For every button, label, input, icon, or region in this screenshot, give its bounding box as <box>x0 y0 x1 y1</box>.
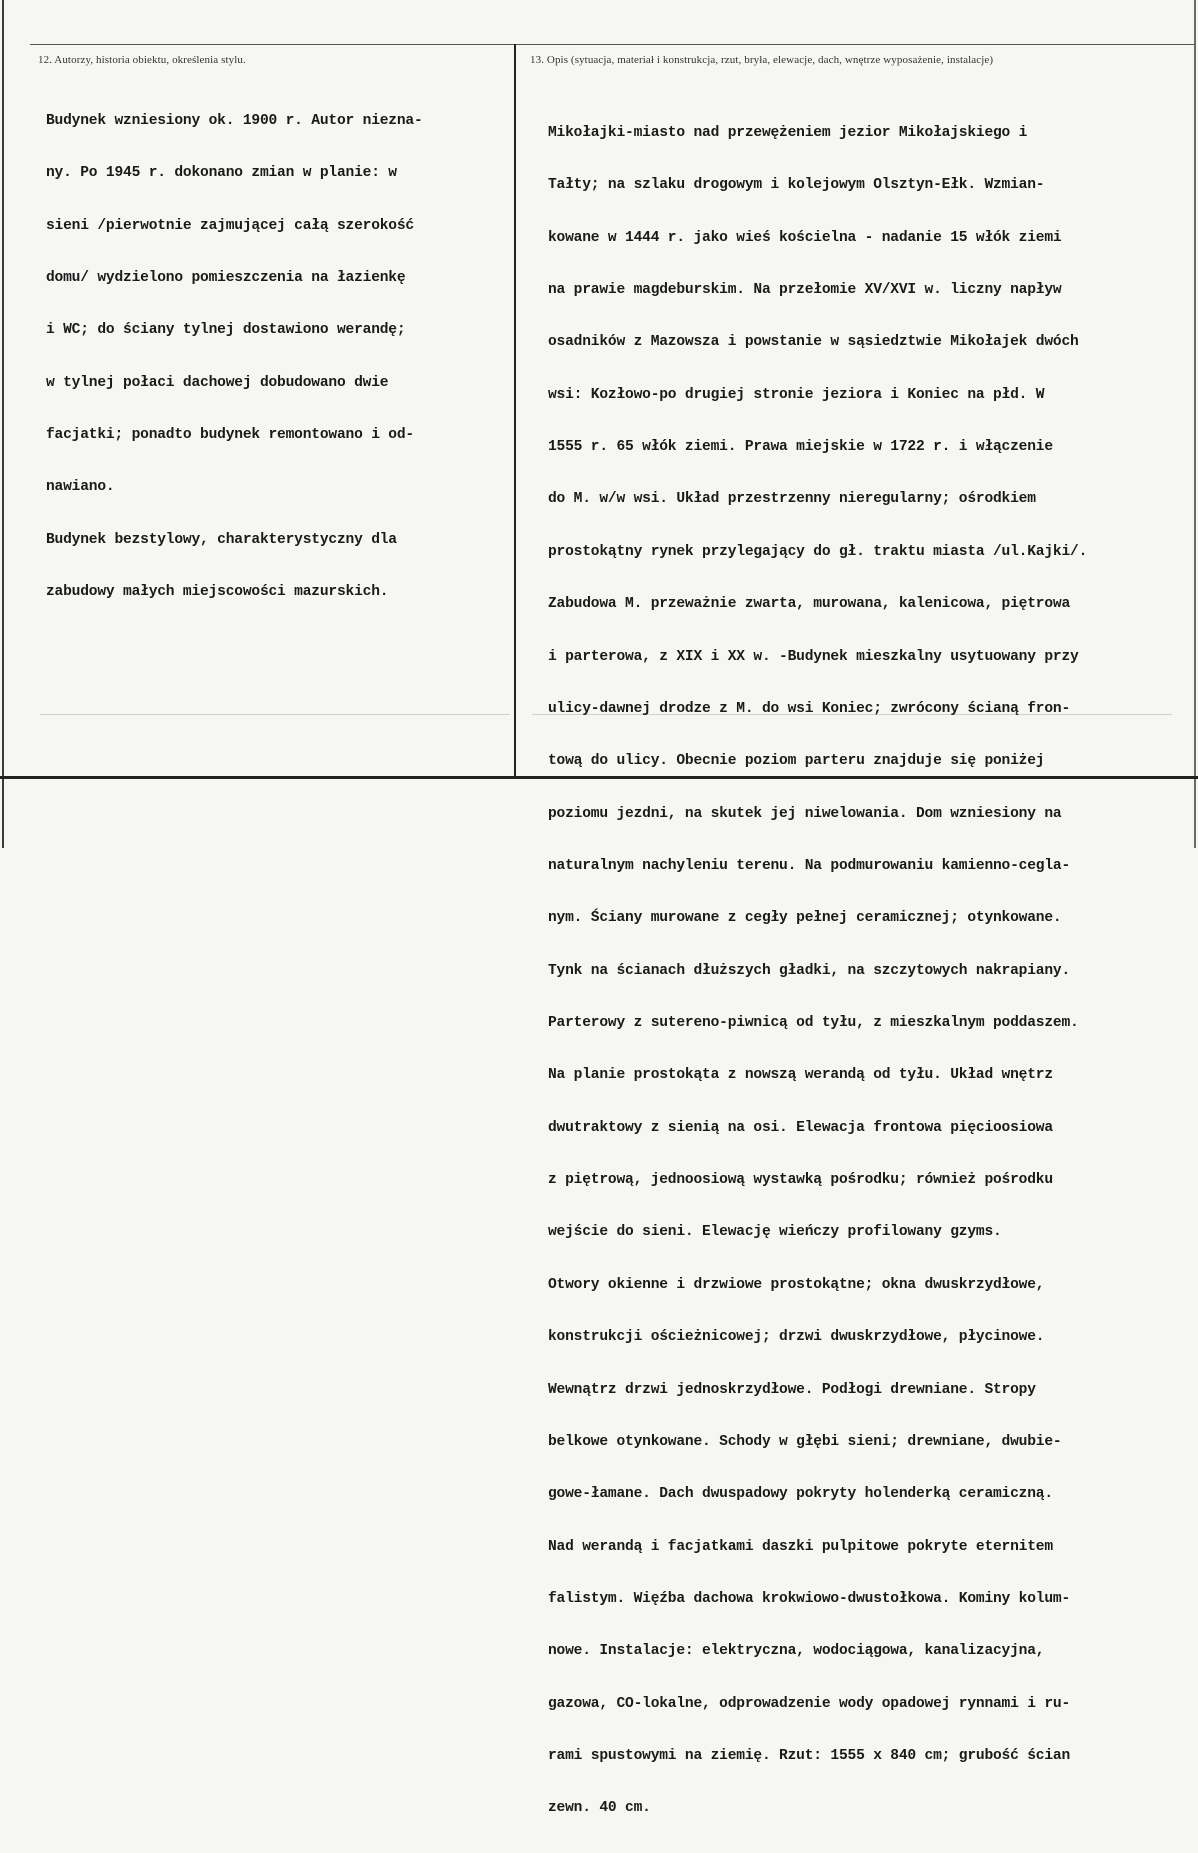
section-12-text <box>46 78 423 637</box>
text-line: i parterowa, z XIX i XX w. -Budynek mieszkalny usytuowany przy <box>548 648 1079 665</box>
right-edge-line <box>1194 0 1196 848</box>
text-line: ny. Po 1945 r. dokonano zmian w planie: w <box>46 165 397 182</box>
text-line: Nad werandą i facjatkami daszki pulpitowe pokryte eternitem <box>548 1538 1053 1555</box>
text-line: Na planie prostokąta z nowszą werandą od tyłu. Układ wnętrz <box>548 1067 1053 1084</box>
text-line: zabudowy małych miejscowości mazurskich. <box>46 584 389 601</box>
text-line: konstrukcji ościeżnicowej; drzwi dwuskrzydłowe, płycinowe. <box>548 1329 1045 1346</box>
text-line: wejście do sieni. Elewację wieńczy profilowany gzyms. <box>548 1224 1002 1241</box>
text-line: kowane w 1444 r. jako wieś kościelna - nadanie 15 włók ziemi <box>548 229 1062 246</box>
column-divider <box>514 44 516 778</box>
text-line: Zabudowa M. przeważnie zwarta, murowana, kalenicowa, piętrowa <box>548 596 1071 613</box>
text-line: sieni /pierwotnie zajmującej całą szerokość <box>46 217 414 234</box>
text-line: ulicy-dawnej drodze z M. do wsi Koniec; zwrócony ścianą fron- <box>548 700 1071 717</box>
text-line: Mikołajki-miasto nad przewężeniem jezior Mikołajskiego i <box>548 124 1028 141</box>
section-13-text <box>548 90 1087 1853</box>
text-line: belkowe otynkowane. Schody w głębi sieni; drewniane, dwubie- <box>548 1433 1062 1450</box>
text-line: nawiano. <box>46 479 115 496</box>
text-line: falistym. Więźba dachowa krokwiowo-dwustołkowa. Kominy kolum- <box>548 1590 1071 1607</box>
left-edge-line <box>2 0 4 848</box>
text-line: w tylnej połaci dachowej dobudowano dwie <box>46 374 389 391</box>
text-line: facjatki; ponadto budynek remontowano i od- <box>46 427 414 444</box>
header-rule <box>30 44 1194 45</box>
text-line: Tałty; na szlaku drogowym i kolejowym Olsztyn-Ełk. Wzmian- <box>548 177 1045 194</box>
text-line: Tynk na ścianach dłuższych gładki, na szczytowych nakrapiany. <box>548 962 1071 979</box>
text-line: Otwory okienne i drzwiowe prostokątne; okna dwuskrzydłowe, <box>548 1276 1045 1293</box>
text-line: do M. w/w wsi. Układ przestrzenny nieregularny; ośrodkiem <box>548 491 1036 508</box>
text-line: tową do ulicy. Obecnie poziom parteru znajduje się poniżej <box>548 753 1045 770</box>
text-line: prostokątny rynek przylegający do gł. traktu miasta /ul.Kajki/. <box>548 543 1088 560</box>
section-12-label: 12. Autorzy, historia obiektu, określenia stylu. <box>38 54 246 66</box>
text-line: na prawie magdeburskim. Na przełomie XV/XVI w. liczny napływ <box>548 281 1062 298</box>
text-line: poziomu jezdni, na skutek jej niwelowania. Dom wzniesiony na <box>548 805 1062 822</box>
text-line: Wewnątrz drzwi jednoskrzydłowe. Podłogi drewniane. Stropy <box>548 1381 1036 1398</box>
text-line: Budynek bezstylowy, charakterystyczny dla <box>46 531 397 548</box>
text-line: nowe. Instalacje: elektryczna, wodociągowa, kanalizacyjna, <box>548 1643 1045 1660</box>
text-line: wsi: Kozłowo-po drugiej stronie jeziora i Koniec na płd. W <box>548 386 1045 403</box>
text-line: zewn. 40 cm. <box>548 1800 651 1817</box>
text-line: domu/ wydzielono pomieszczenia na łazienkę <box>46 269 406 286</box>
text-line: Parterowy z sutereno-piwnicą od tyłu, z mieszkalnym poddaszem. <box>548 1015 1079 1032</box>
text-line: naturalnym nachyleniu terenu. Na podmurowaniu kamienno-cegla- <box>548 857 1071 874</box>
section-13-label: 13. Opis (sytuacja, materiał i konstrukcja, rzut, bryła, elewacje, dach, wnętrze wyposażenie, instalacje) <box>530 54 994 66</box>
text-line: osadników z Mazowsza i powstanie w sąsiedztwie Mikołajek dwóch <box>548 334 1079 351</box>
text-line: rami spustowymi na ziemię. Rzut: 1555 x 840 cm; grubość ścian <box>548 1748 1071 1765</box>
text-line: dwutraktowy z sienią na osi. Elewacja frontowa pięcioosiowa <box>548 1119 1053 1136</box>
text-line: nym. Ściany murowane z cegły pełnej ceramicznej; otynkowane. <box>548 910 1062 927</box>
text-line: i WC; do ściany tylnej dostawiono werandę; <box>46 322 406 339</box>
text-line: 1555 r. 65 włók ziemi. Prawa miejskie w 1722 r. i włączenie <box>548 439 1053 456</box>
text-line: z piętrową, jednoosiową wystawką pośrodku; również pośrodku <box>548 1172 1053 1189</box>
text-line: gazowa, CO-lokalne, odprowadzenie wody opadowej rynnami i ru- <box>548 1695 1071 1712</box>
text-line: Budynek wzniesiony ok. 1900 r. Autor niezna- <box>46 112 423 129</box>
bleed-through-line <box>40 714 510 715</box>
text-line: gowe-łamane. Dach dwuspadowy pokryty holenderką ceramiczną. <box>548 1486 1053 1503</box>
